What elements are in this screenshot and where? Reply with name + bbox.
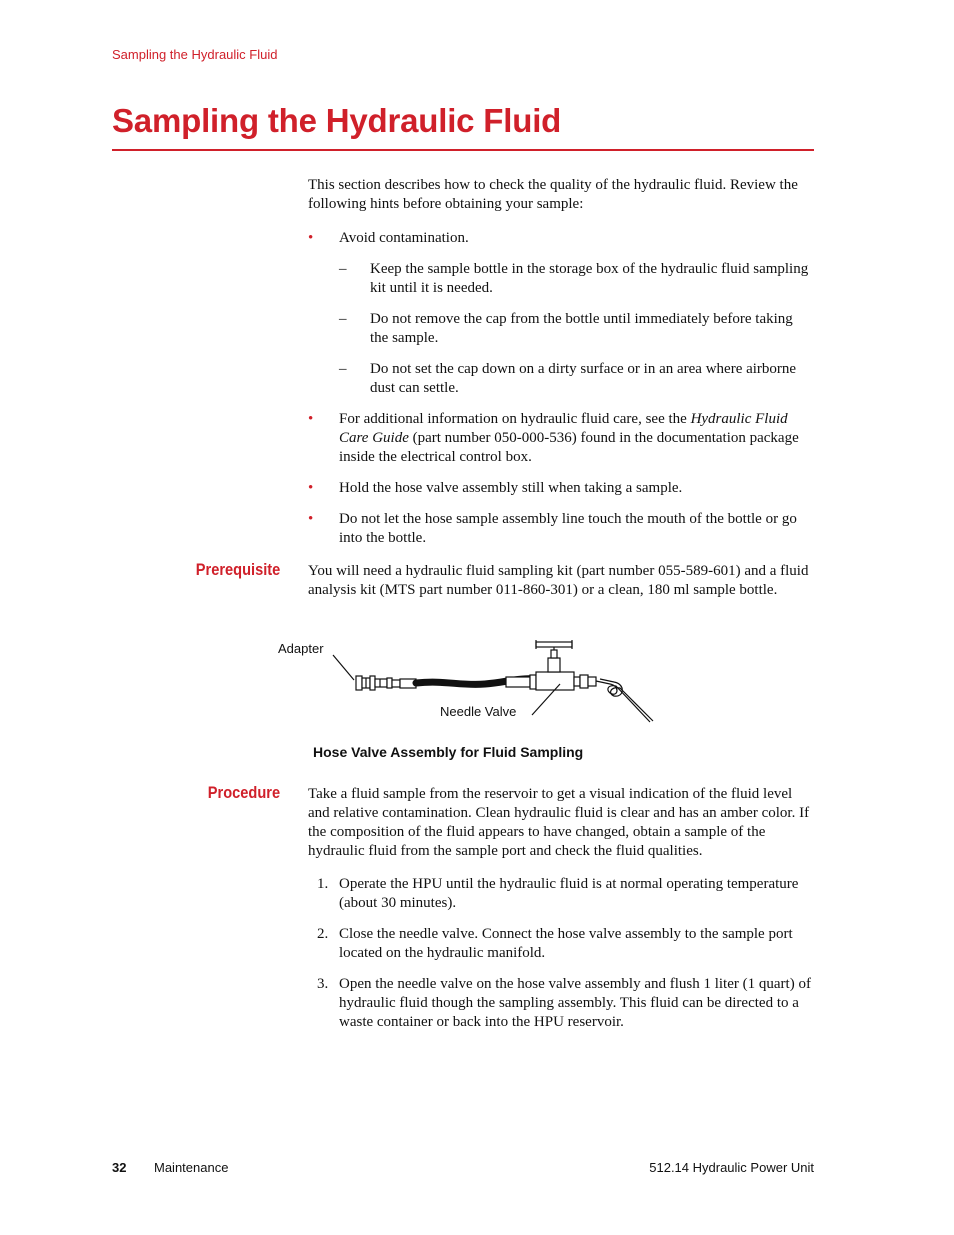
running-head: Sampling the Hydraulic Fluid	[112, 47, 278, 62]
sub-bullet-text: Do not set the cap down on a dirty surface or in an area where airborne dust can settle.	[370, 361, 797, 396]
page-number: 32	[112, 1160, 127, 1175]
sub-bullet-text: Do not remove the cap from the bottle until immediately before taking the sample.	[370, 311, 793, 346]
bullet-text: Do not let the hose sample assembly line touch the mouth of the bottle or go into the bottle.	[339, 511, 797, 546]
bullet-text-end: (part number 050-000-536) found in the documentation package inside the electrical control box.	[339, 430, 799, 465]
dash-icon: –	[339, 311, 347, 327]
footer-section: Maintenance	[154, 1160, 229, 1175]
needle-valve-label: Needle Valve	[440, 704, 517, 719]
procedure-paragraph: Take a fluid sample from the reservoir to get a visual indication of the fluid level and relative contamination. Clean hydraulic fluid is clear and has an amber color. If the composition of the fluid appears to have changed, obtain a sample of the hydraulic fluid from the sample port and check the fluid qualities.	[308, 786, 810, 859]
step-text: Open the needle valve on the hose valve assembly and flush 1 liter (1 quart) of hydraulic fluid though the sampling assembly. This fluid can be directed to a waste container or back into the HPU reservoir.	[339, 976, 811, 1030]
step-text: Close the needle valve. Connect the hose valve assembly to the sample port located on the hydraulic manifold.	[339, 926, 793, 961]
step-number: 1.	[317, 876, 329, 892]
intro-paragraph: This section describes how to check the quality of the hydraulic fluid. Review the following hints before obtaining your sample:	[308, 177, 798, 212]
step-number: 2.	[317, 926, 329, 942]
bullet-icon: •	[308, 411, 314, 427]
footer-manual-title: 512.14 Hydraulic Power Unit	[649, 1160, 814, 1175]
step-number: 3.	[317, 976, 329, 992]
bullet-text: Hold the hose valve assembly still when taking a sample.	[339, 480, 683, 496]
bullet-text-start: For additional information on hydraulic fluid care, see the	[339, 411, 691, 427]
hose-valve-figure	[270, 632, 670, 732]
figure-caption: Hose Valve Assembly for Fluid Sampling	[313, 744, 584, 760]
bullet-icon: •	[308, 480, 314, 496]
bullet-text	[339, 410, 814, 467]
adapter-label: Adapter	[278, 641, 324, 656]
procedure-heading: Procedure	[207, 783, 280, 802]
bullet-icon: •	[308, 230, 314, 246]
step-text: Operate the HPU until the hydraulic fluid is at normal operating temperature (about 30 minutes).	[339, 876, 799, 911]
page-title: Sampling the Hydraulic Fluid	[112, 102, 562, 139]
prerequisite-paragraph: You will need a hydraulic fluid sampling kit (part number 055-589-601) and a fluid analysis kit (MTS part number 011-860-301) or a clean, 180 ml sample bottle.	[308, 563, 809, 598]
prerequisite-heading: Prerequisite	[195, 560, 280, 579]
title-rule	[112, 149, 814, 151]
sub-bullet-text: Keep the sample bottle in the storage box of the hydraulic fluid sampling kit until it is needed.	[370, 261, 809, 296]
bullet-text: Avoid contamination.	[339, 230, 469, 246]
dash-icon: –	[339, 361, 347, 377]
guide-title: Hydraulic Fluid Care Guide	[339, 411, 788, 446]
bullet-icon: •	[308, 511, 314, 527]
dash-icon: –	[339, 261, 347, 277]
